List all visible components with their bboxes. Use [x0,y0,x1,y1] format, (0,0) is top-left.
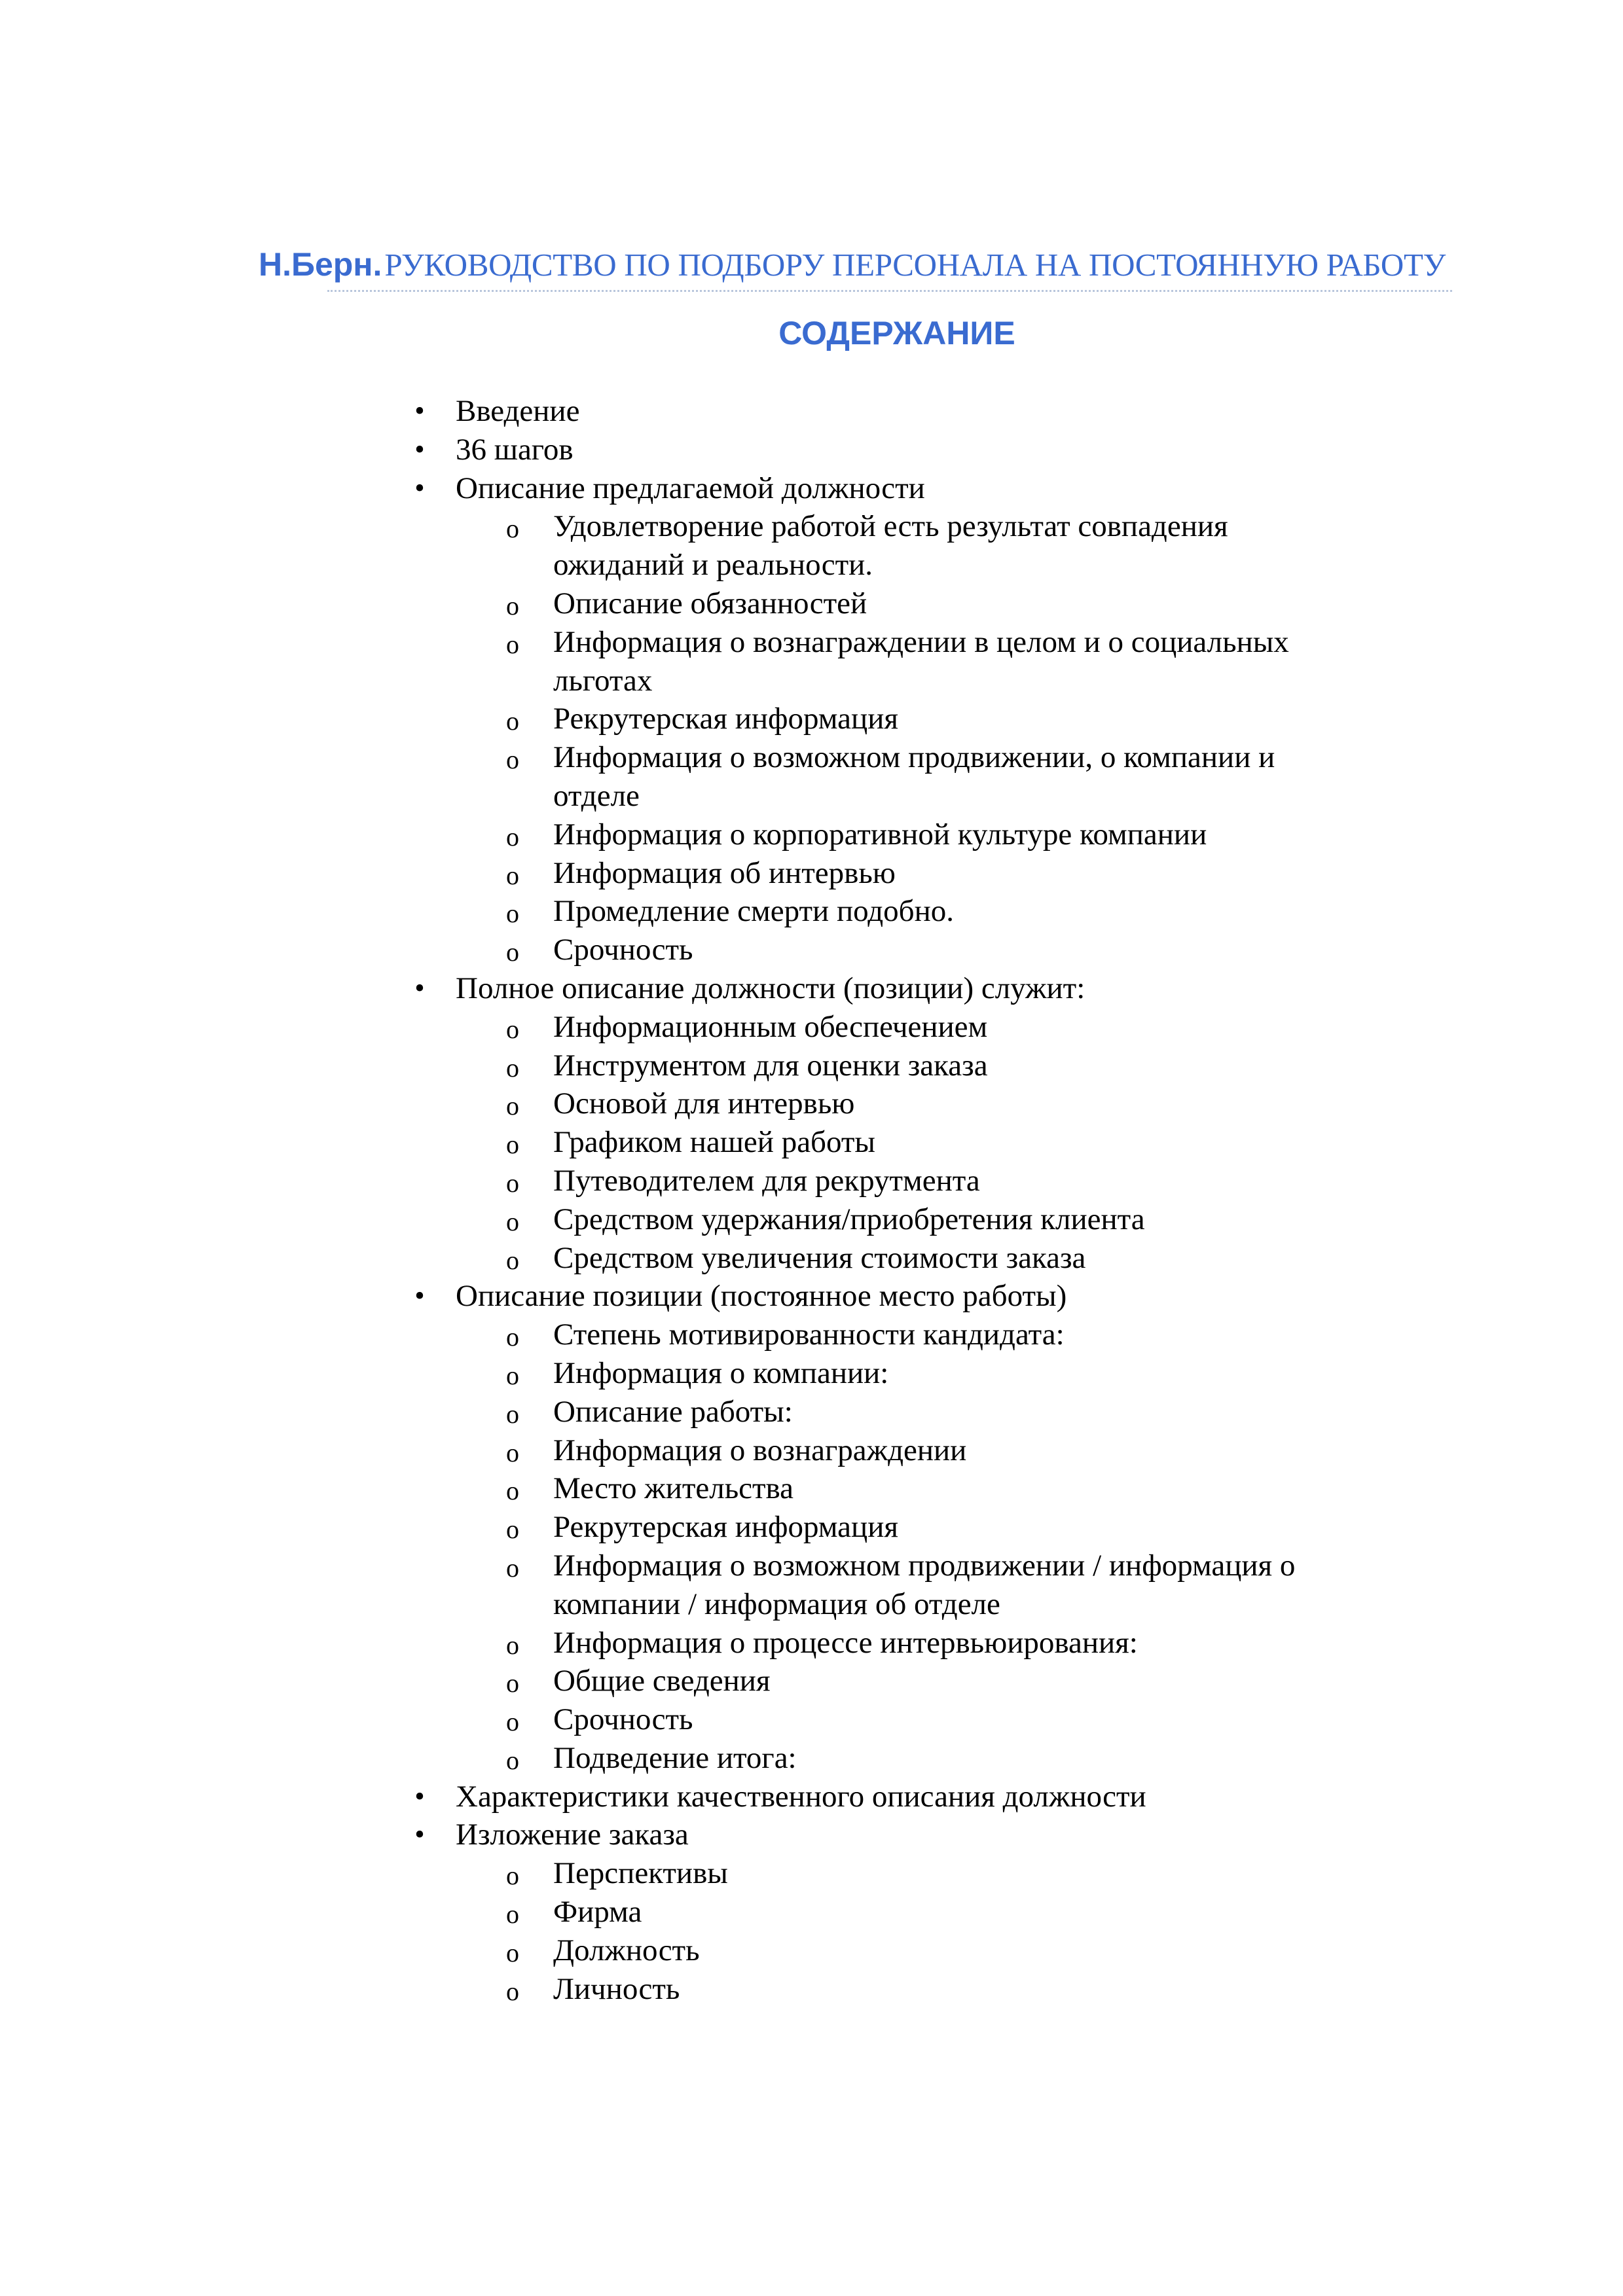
toc-item-text: Характеристики качественного описания должности [456,1779,1146,1814]
circle-bullet-icon: o [506,1168,519,1198]
header-divider [327,290,1452,292]
circle-bullet-icon: o [506,1245,519,1275]
circle-bullet-icon: o [506,1707,519,1737]
toc-subsection-item [0,584,1359,623]
toc-subsection-item [0,1469,1359,1508]
toc-section-item [0,392,1623,431]
circle-bullet-icon: o [506,1476,519,1506]
toc-section-item [0,469,1623,508]
circle-bullet-icon: o [506,1976,519,2006]
toc-item-text: Описание позиции (постоянное место работы) [456,1279,1067,1314]
circle-bullet-icon: o [506,899,519,929]
toc-subsection-item [0,1662,1359,1700]
toc-subsection-item [0,1239,1359,1278]
toc-subsection-item [0,1700,1359,1739]
toc-item-text: Рекрутерская информация [553,702,898,736]
toc-item-text: Должность [553,1933,700,1967]
document-header [259,243,1522,294]
toc-item-text: Информация о вознаграждении в целом и о социальных льготах [553,624,1289,698]
toc-item-text: Информация о корпоративной культуре компании [553,817,1207,852]
toc-subsection-item [0,1893,1359,1931]
bullet-icon: • [414,433,425,465]
circle-bullet-icon: o [506,1206,519,1236]
circle-bullet-icon: o [506,1014,519,1044]
toc-subsection-item [0,1624,1359,1662]
author-name: Н.Берн. [259,246,382,283]
toc-item-text: Информация об интервью [553,855,896,890]
bullet-icon: • [414,971,425,1004]
toc-subsection-item [0,623,1359,700]
toc-section-item [0,1816,1623,1854]
toc-section-item [0,1778,1623,1816]
toc-subsection-item [0,1008,1359,1047]
toc-item-text: Место жительства [553,1471,793,1506]
toc-subsection-item [0,1431,1359,1470]
toc-item-text: Срочность [553,1702,693,1737]
bullet-icon: • [414,1818,425,1851]
toc-item-text: Полное описание должности (позиции) служит: [456,971,1085,1005]
circle-bullet-icon: o [506,629,519,659]
toc-subsection-item [0,1970,1359,2009]
toc-subsection-item [0,700,1359,738]
toc-subsection-item [0,1162,1359,1200]
toc-item-text: Описание обязанностей [553,586,867,620]
toc-item-text: Изложение заказа [456,1818,689,1852]
circle-bullet-icon: o [506,1437,519,1467]
circle-bullet-icon: o [506,937,519,967]
toc-item-text: Графиком нашей работы [553,1125,875,1160]
circle-bullet-icon: o [506,745,519,775]
bullet-icon: • [414,395,425,427]
toc-item-text: Подведение итога: [553,1740,797,1775]
toc-subsection-item [0,892,1359,931]
toc-item-text: Информация о процессе интервьюирования: [553,1625,1138,1660]
toc-item-text: Информация о вознаграждении [553,1433,967,1467]
toc-item-text: Срочность [553,933,693,967]
circle-bullet-icon: o [506,1630,519,1660]
toc-item-text: Информация о компании: [553,1355,889,1390]
circle-bullet-icon: o [506,1745,519,1775]
circle-bullet-icon: o [506,1322,519,1352]
toc-item-text: Промедление смерти подобно. [553,894,954,929]
toc-item-text: Информация о возможном продвижении / информация о компании / информация об отделе [553,1548,1296,1621]
circle-bullet-icon: o [506,1515,519,1545]
toc-item-text: Степень мотивированности кандидата: [553,1318,1065,1352]
toc-item-text: Рекрутерская информация [553,1510,898,1545]
toc-item-text: Фирма [553,1895,642,1929]
toc-subsection-item [0,1200,1359,1239]
toc-item-text: Средством удержания/приобретения клиента [553,1202,1145,1236]
toc-subsection-item [0,1739,1359,1778]
toc-item-text: Введение [456,394,580,428]
circle-bullet-icon: o [506,590,519,620]
toc-subsection-item [0,1854,1359,1893]
circle-bullet-icon: o [506,860,519,890]
circle-bullet-icon: o [506,1399,519,1429]
toc-subsection-item [0,1316,1359,1354]
circle-bullet-icon: o [506,1360,519,1390]
toc-subsection-item [0,1047,1359,1085]
bullet-icon: • [414,1280,425,1312]
toc-section-item [0,1277,1623,1316]
toc-subsection-item [0,1508,1359,1547]
toc-item-text: 36 шагов [456,432,574,467]
toc-item-text: Информационным обеспечением [553,1009,988,1044]
toc-subsection-item [0,738,1359,816]
toc-subsection-item [0,816,1359,854]
toc-item-text: Удовлетворение работой есть результат совпадения ожиданий и реальности. [553,509,1228,583]
toc-item-text: Перспективы [553,1856,728,1891]
toc-subsection-item [0,931,1359,969]
document-title[interactable]: РУКОВОДСТВО ПО ПОДБОРУ ПЕРСОНАЛА НА ПОСТОЯННУЮ РАБОТУ [384,247,1446,283]
toc-subsection-item [0,1085,1359,1123]
toc-item-text: Основой для интервью [553,1086,855,1121]
toc-item-text: Средством увеличения стоимости заказа [553,1240,1086,1275]
toc-subsection-item [0,1123,1359,1162]
toc-subsection-item [0,1393,1359,1431]
toc-item-text: Личность [553,1971,680,2006]
circle-bullet-icon: o [506,821,519,852]
circle-bullet-icon: o [506,706,519,736]
circle-bullet-icon: o [506,1552,519,1583]
circle-bullet-icon: o [506,1668,519,1698]
toc-section-item [0,431,1623,469]
toc-subsection-item [0,507,1359,584]
toc-section-item [0,969,1623,1008]
circle-bullet-icon: o [506,1130,519,1160]
toc-item-text: Инструментом для оценки заказа [553,1048,988,1083]
toc-item-text: Описание работы: [553,1394,793,1429]
circle-bullet-icon: o [506,1861,519,1891]
circle-bullet-icon: o [506,1091,519,1121]
toc-subsection-item [0,1354,1359,1393]
bullet-icon: • [414,471,425,504]
circle-bullet-icon: o [506,514,519,544]
circle-bullet-icon: o [506,1899,519,1929]
toc-item-text: Путеводителем для рекрутмента [553,1163,980,1198]
circle-bullet-icon: o [506,1052,519,1083]
toc-item-text: Информация о возможном продвижении, о компании и отделе [553,740,1275,813]
toc-item-text: Общие сведения [553,1664,771,1698]
toc-list [0,392,1623,2008]
toc-subsection-item [0,1931,1359,1970]
circle-bullet-icon: o [506,1937,519,1967]
toc-heading: СОДЕРЖАНИЕ [778,315,1015,351]
toc-subsection-item [0,854,1359,893]
toc-subsection-item [0,1547,1359,1624]
bullet-icon: • [414,1780,425,1812]
toc-item-text: Описание предлагаемой должности [456,471,925,505]
